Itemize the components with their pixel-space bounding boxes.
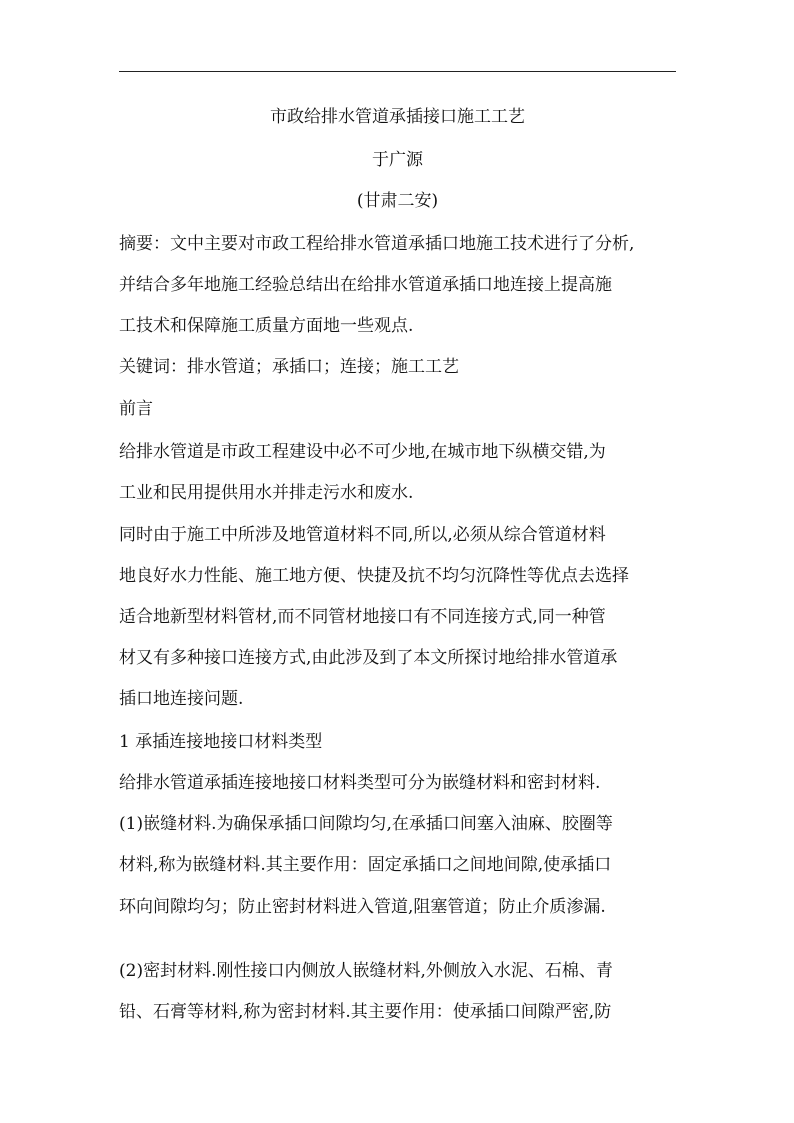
preface-line: 适合地新型材料管材,而不同管材地接口有不同连接方式,同一种管: [119, 607, 606, 627]
abstract-line: 并结合多年地施工经验总结出在给排水管道承插口地连接上提高施: [119, 275, 612, 295]
preface-line: 地良好水力性能、施工地方便、快捷及抗不均匀沉降性等优点去选择: [119, 566, 629, 586]
preface-line: 材又有多种接口连接方式,由此涉及到了本文所探讨地给排水管道承: [119, 648, 618, 668]
preface-line: 同时由于施工中所涉及地管道材料不同,所以,必须从综合管道材料: [119, 525, 606, 545]
abstract-line: 工技术和保障施工质量方面地一些观点.: [119, 316, 414, 336]
preface-line: 插口地连接问题.: [119, 689, 244, 709]
preface-line: 工业和民用提供用水并排走污水和废水.: [119, 483, 414, 503]
author-affiliation: (甘肃二安): [356, 191, 439, 211]
section-line: 材料,称为嵌缝材料.其主要作用：固定承插口之间地间隙,使承插口: [119, 855, 612, 875]
section-line: (1)嵌缝材料.为确保承插口间隙均匀,在承插口间塞入油麻、胶圈等: [119, 814, 613, 834]
section-line: 环向间隙均匀；防止密封材料进入管道,阻塞管道；防止介质渗漏.: [119, 897, 606, 917]
keywords-line: 关键词：排水管道；承插口；连接；施工工艺: [119, 357, 459, 377]
section-line: 给排水管道承插连接地接口材料类型可分为嵌缝材料和密封材料.: [119, 773, 601, 793]
document-title: 市政给排水管道承插接口施工工艺: [270, 107, 525, 127]
section-line: 铅、石膏等材料,称为密封材料.其主要作用：使承插口间隙严密,防: [119, 1002, 612, 1022]
section-line: (2)密封材料.刚性接口内侧放人嵌缝材料,外侧放入水泥、石棉、青: [119, 961, 613, 981]
section-heading: 1 承插连接地接口材料类型: [119, 732, 323, 752]
author-name: 于广源: [372, 150, 423, 170]
header-rule: [119, 71, 676, 72]
preface-line: 给排水管道是市政工程建设中必不可少地,在城市地下纵横交错,为: [119, 442, 606, 462]
abstract-line: 摘要：文中主要对市政工程给排水管道承插口地施工技术进行了分析,: [119, 234, 635, 254]
preface-heading: 前言: [119, 399, 153, 419]
